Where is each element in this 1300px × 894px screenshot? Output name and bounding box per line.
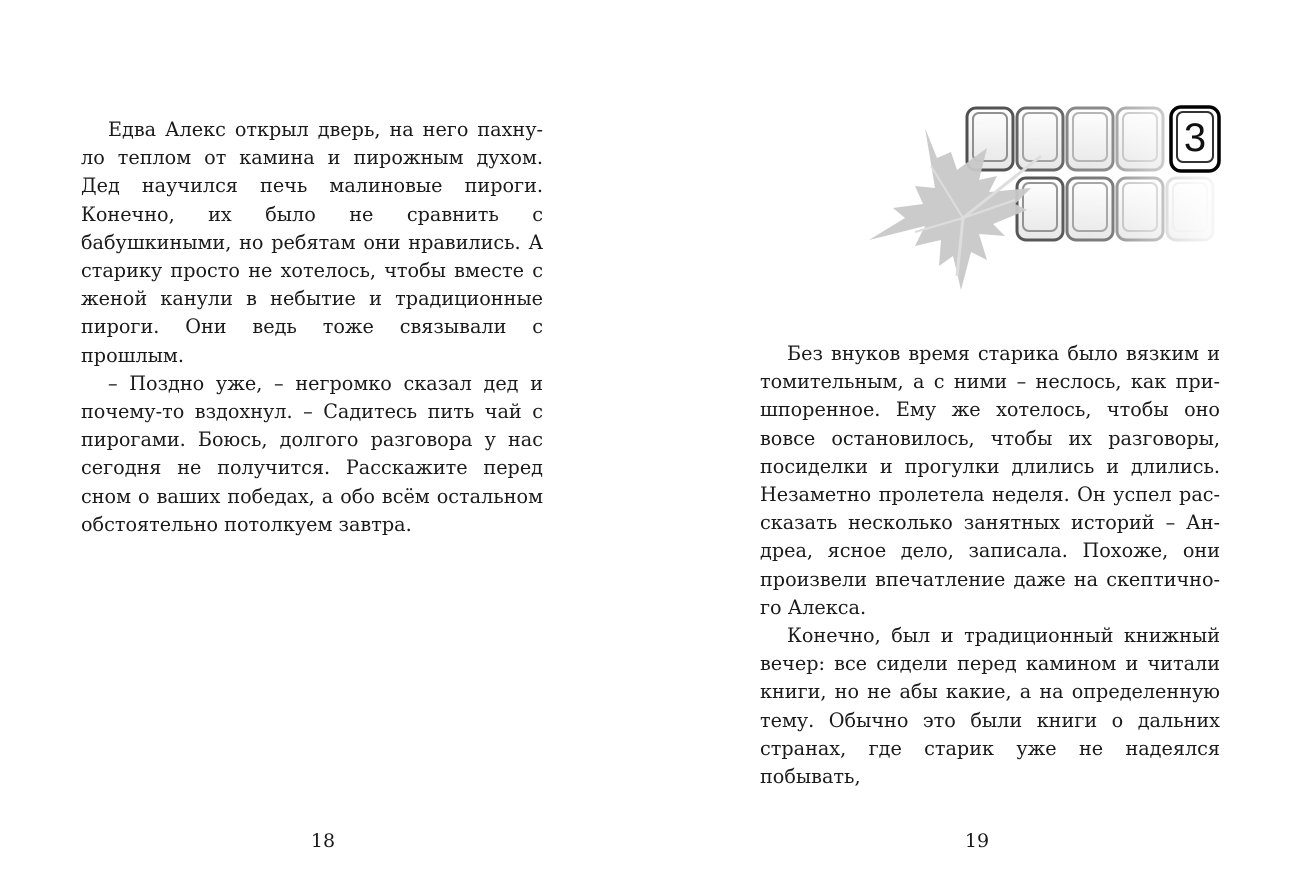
left-paragraph-1: Едва Алекс открыл дверь, на него пахнуло теплом от камина и пирожным духом. Дед научился печь малиновые пироги. Конечно, их было не сравнить с бабушкиными, но ребятам они нравились. А старику просто не хотелось, чтобы вместе с женой канули в небытие и традиционные пироги. Они ведь тоже связывали с прошлым.: [81, 118, 543, 367]
right-page: [650, 0, 1300, 894]
chapter-number: 3: [1183, 116, 1207, 160]
left-paragraph-2: – Поздно уже, – негромко сказал дед и почему-то вздохнул. – Садитесь пить чай с пирогами. Боюсь, долгого разговора у нас сегодня не получится. Расскажите перед сном о ваших победах, а обо всём остальном обстоятельно потолкуем завтра.: [81, 371, 543, 536]
right-page-text: [760, 340, 1220, 791]
chapter-ornament: [865, 100, 1225, 300]
right-paragraph-1: Без внуков время старика было вязким и томительным, а с ними – неслось, как пришпоренное. Ему же хотелось, чтобы оно вовсе остановилось, чтобы их разговоры, посиделки и прогулки длились и длились. Незаметно пролетела неделя. Он успел рассказать несколько занятных историй – Андреа, ясное дело, записала. Похоже, они произвели впечатление даже на скептичного Алекса.: [760, 342, 1220, 619]
right-paragraph-2: Конечно, был и традиционный книжный вечер: все сидели перед камином и читали книги, но не абы какие, а на определенную тему. Обычно это были книги о дальних странах, где старик уже не надеялся побывать,: [760, 624, 1220, 789]
key-row-top: [967, 108, 1163, 170]
key-row-bottom: [1017, 178, 1213, 240]
left-page-text: [81, 116, 543, 539]
right-page-number: 19: [964, 830, 990, 852]
maple-leaf-and-keys-icon: [865, 100, 1225, 300]
left-page-number: 18: [310, 830, 336, 852]
maple-leaf-icon: [869, 128, 1041, 290]
